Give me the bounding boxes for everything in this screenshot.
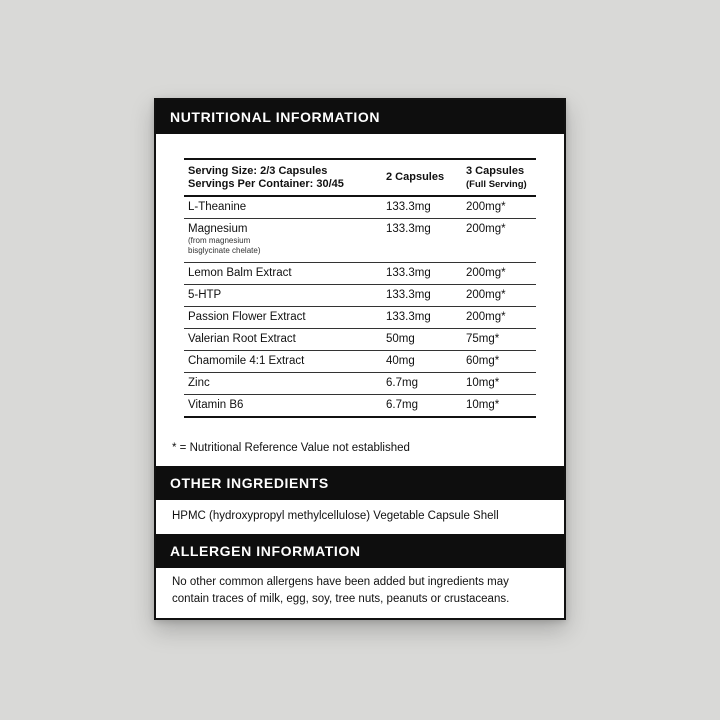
ingredient-name: Valerian Root Extract <box>188 333 296 345</box>
servings-per-container: Servings Per Container: 30/45 <box>188 178 344 190</box>
value-3-capsules: 200mg* <box>466 267 506 279</box>
value-2-capsules: 6.7mg <box>386 399 418 411</box>
ingredient-name: L-Theanine <box>188 201 247 213</box>
value-3-capsules: 10mg* <box>466 377 500 389</box>
ingredient-name-cell <box>184 219 382 263</box>
value-3-capsules: 200mg* <box>466 223 506 235</box>
other-ingredients-text: HPMC (hydroxypropyl methylcellulose) Vegetable Capsule Shell <box>172 510 499 522</box>
table-row <box>184 219 536 263</box>
table-header-row <box>184 159 536 196</box>
value-2-capsules: 133.3mg <box>386 311 431 323</box>
value-2-capsules: 133.3mg <box>386 223 431 235</box>
value-3-capsules: 75mg* <box>466 333 500 345</box>
ingredient-name: Zinc <box>188 377 210 389</box>
value-2-capsules: 50mg <box>386 333 415 345</box>
ingredient-name: 5-HTP <box>188 289 222 301</box>
value-3-capsules: 60mg* <box>466 355 500 367</box>
value-2-capsules: 133.3mg <box>386 267 431 279</box>
value-3-capsules: 200mg* <box>466 201 506 213</box>
table-row <box>184 285 536 307</box>
table-row <box>184 196 536 219</box>
three-capsules-header <box>462 159 536 196</box>
allergen-info-heading: ALLERGEN INFORMATION <box>156 534 564 568</box>
ingredient-name: Passion Flower Extract <box>188 311 306 323</box>
table-row <box>184 263 536 285</box>
serving-info-header <box>184 159 382 196</box>
serving-size: Serving Size: 2/3 Capsules <box>188 165 328 177</box>
ingredient-name: Magnesium <box>188 223 248 235</box>
other-ingredients-heading: OTHER INGREDIENTS <box>156 466 564 500</box>
value-3-capsules: 200mg* <box>466 289 506 301</box>
table-row <box>184 395 536 418</box>
table-row <box>184 373 536 395</box>
ingredient-name: Vitamin B6 <box>188 399 244 411</box>
nutrition-label <box>154 98 566 620</box>
table-row <box>184 329 536 351</box>
full-serving-label: (Full Serving) <box>466 179 527 190</box>
value-2-capsules: 6.7mg <box>386 377 418 389</box>
two-capsules-header: 2 Capsules <box>386 171 445 183</box>
ingredient-name: Lemon Balm Extract <box>188 267 292 279</box>
table-row <box>184 351 536 373</box>
footnote: * = Nutritional Reference Value not established <box>172 442 410 454</box>
three-capsules-label: 3 Capsules <box>466 165 525 177</box>
ingredient-note: (from magnesium <box>188 236 251 245</box>
value-2-capsules: 40mg <box>386 355 415 367</box>
ingredient-name: Chamomile 4:1 Extract <box>188 355 305 367</box>
value-3-capsules: 10mg* <box>466 399 500 411</box>
table-row <box>184 307 536 329</box>
nutrition-table <box>184 158 536 418</box>
ingredient-note: bisglycinate chelate) <box>188 246 261 255</box>
value-3-capsules: 200mg* <box>466 311 506 323</box>
nutritional-info-heading: NUTRITIONAL INFORMATION <box>156 100 564 134</box>
value-2-capsules: 133.3mg <box>386 289 431 301</box>
allergen-info-text: No other common allergens have been added but ingredients may contain traces of milk, egg, soy, tree nuts, peanuts or crustaceans. <box>172 576 510 605</box>
value-2-capsules: 133.3mg <box>386 201 431 213</box>
